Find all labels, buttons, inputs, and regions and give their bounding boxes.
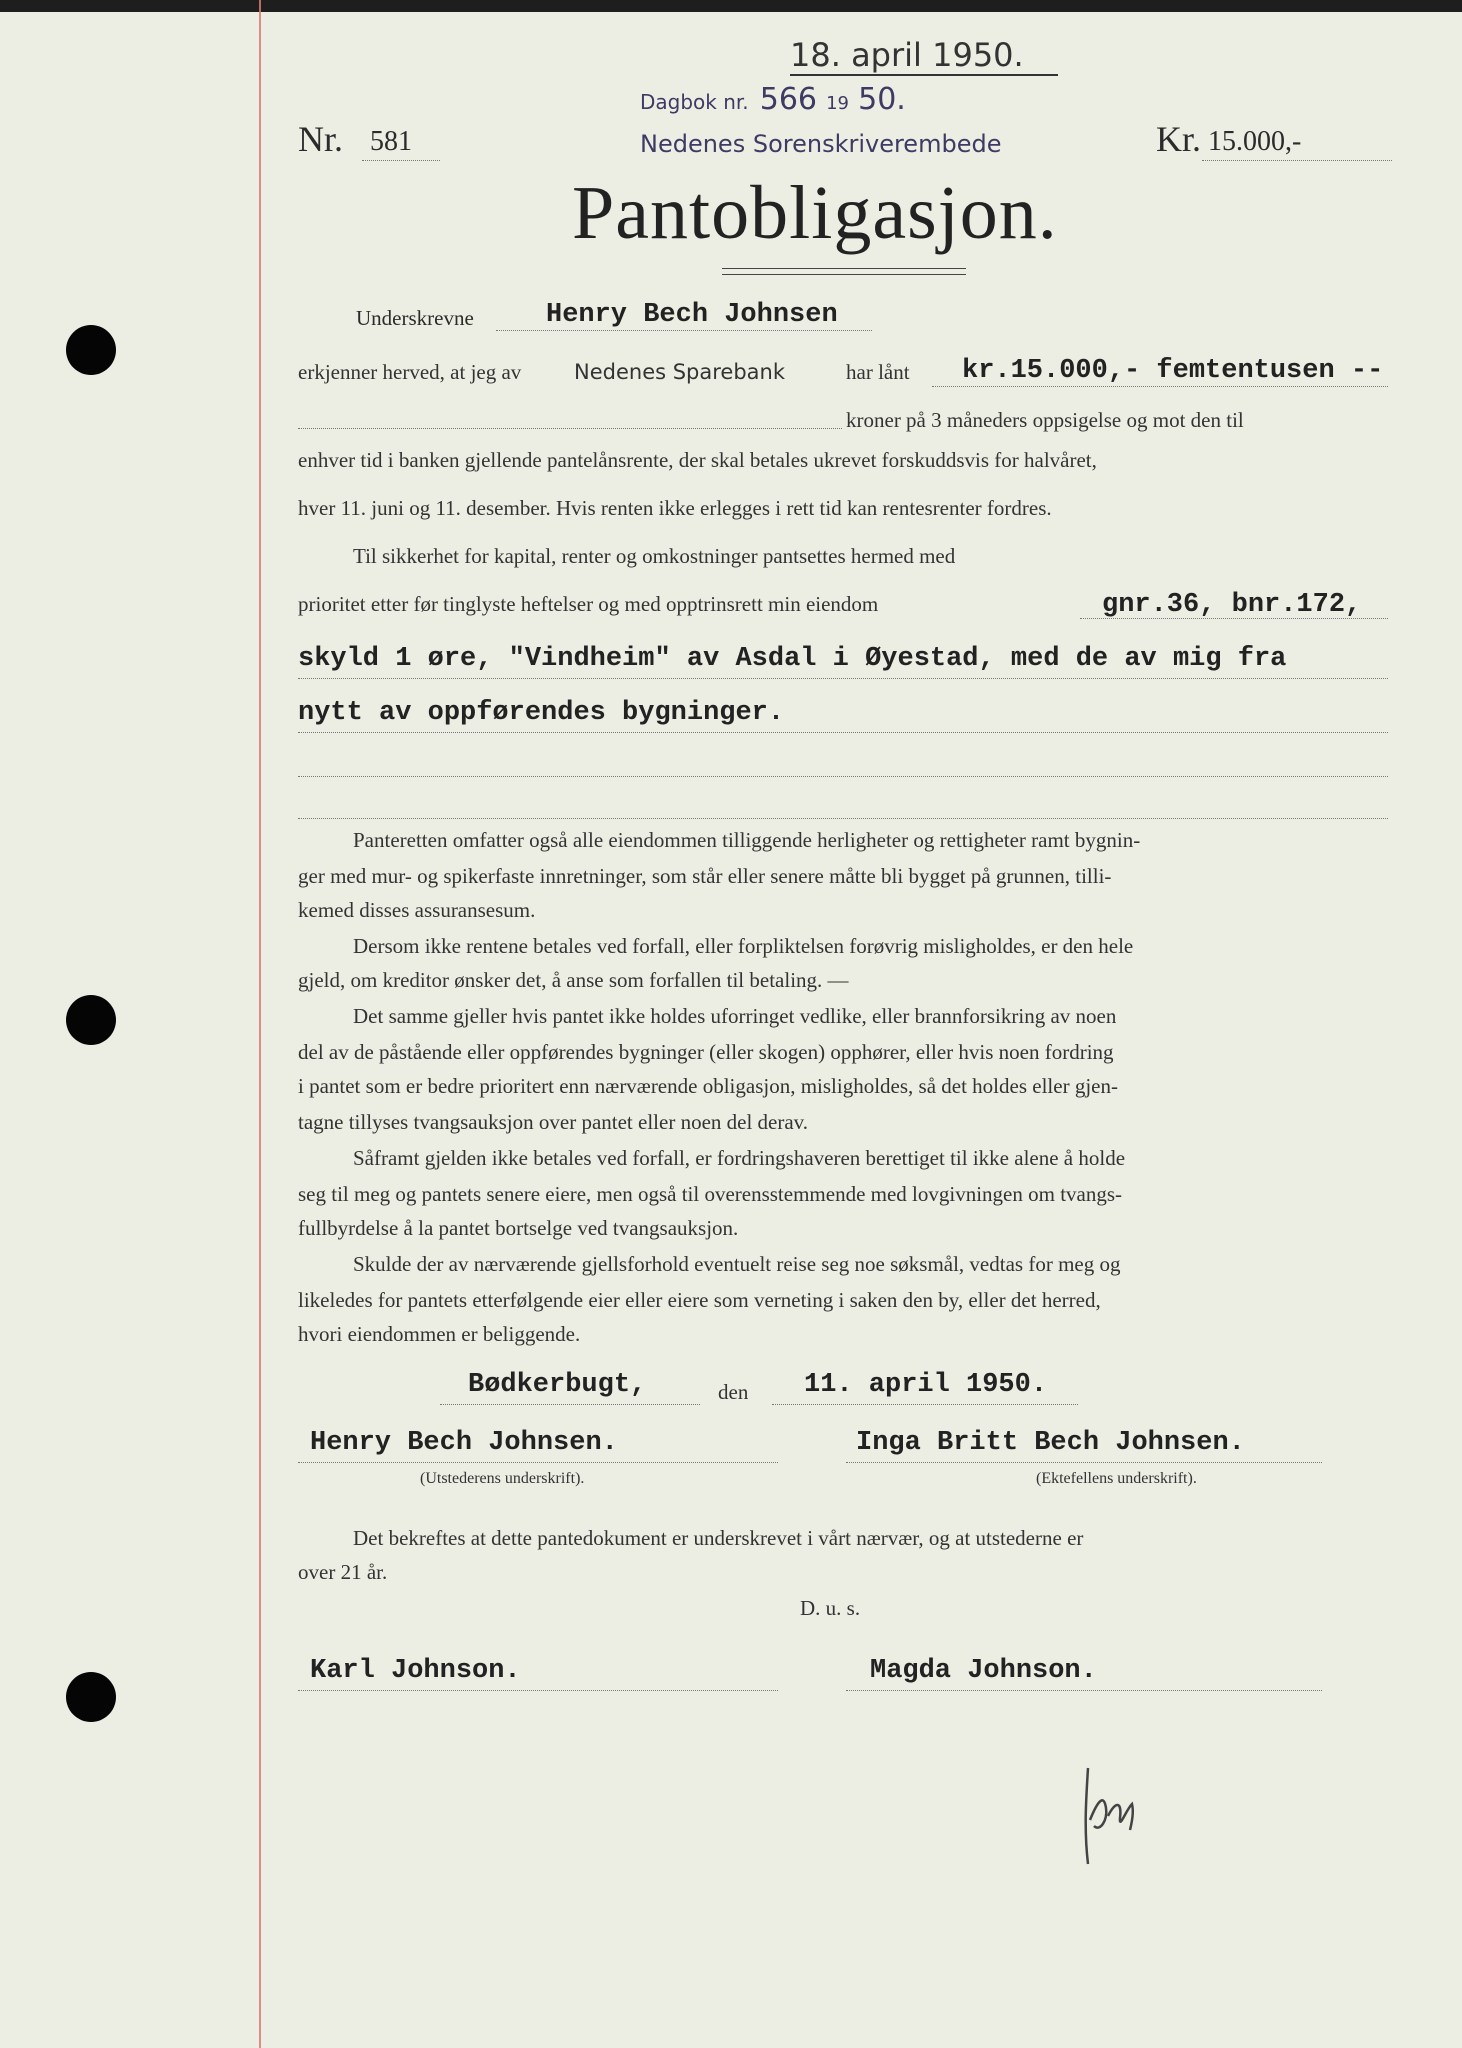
witness-l2: over 21 år. [298, 1560, 388, 1584]
sig1-dotline [298, 1462, 778, 1463]
sig2-caption: (Ektefellens underskrift). [1036, 1470, 1197, 1487]
nr-dotline [362, 160, 440, 161]
p1-l2: ger med mur- og spikerfaste innretninger, som står eller senere måtte bli bygget på grunnen, tilli- [298, 864, 1112, 888]
punch-hole-top [66, 325, 116, 375]
amount-dotline [1202, 160, 1392, 161]
title-rule-2 [722, 274, 966, 275]
p4-l2: seg til meg og pantets senere eiere, men også til overensstemmende med lovgivningen om tvangs- [298, 1182, 1123, 1206]
nr-value: 581 [370, 126, 412, 157]
nr-label: Nr. [298, 119, 343, 159]
l7-pre: prioritet etter før tinglyste heftelser og med opptrinsrett min eiendom [298, 592, 879, 616]
p3-l3: i pantet som er bedre prioritert enn nærværende obligasjon, misligholdes, så det holdes eller gjen- [298, 1074, 1118, 1098]
margin-line [259, 0, 261, 2048]
signature-spouse: Inga Britt Bech Johnsen. [856, 1428, 1245, 1458]
place-dotline [440, 1404, 700, 1405]
l1-pre: Underskrevne [356, 306, 474, 330]
l2-pre: erkjenner herved, at jeg av [298, 360, 522, 384]
witness1-dotline [298, 1690, 778, 1691]
top-date: 18. april 1950. [790, 36, 1024, 74]
l5-text: hver 11. juni og 11. desember. Hvis renten ikke erlegges i rett tid kan rentesrenter fordres. [298, 496, 1052, 520]
p2-l2: gjeld, om kreditor ønsker det, å anse som forfallen til betaling. — [298, 968, 849, 992]
l3-dotline [298, 428, 842, 429]
p5-l2: likeledes for pantets etterfølgende eier eller eiere som verneting i saken den by, eller det herred, [298, 1288, 1101, 1312]
punch-hole-middle [66, 995, 116, 1045]
witness2-dotline [846, 1690, 1322, 1691]
p2-l1: Dersom ikke rentene betales ved forfall, eller forpliktelsen forøvrig misligholdes, er den hele [353, 934, 1134, 958]
amount-value: 15.000,- [1208, 126, 1302, 157]
punch-hole-bottom [66, 1672, 116, 1722]
p1-l1: Panteretten omfatter også alle eiendommen tilliggende herligheter og rettigheter ramt bygnin- [353, 828, 1141, 852]
witness-l1: Det bekreftes at dette pantedokument er underskrevet i vårt nærvær, og at utstederne er [353, 1526, 1084, 1550]
dagbok-label: Dagbok nr. [640, 90, 749, 114]
l2-mid: har lånt [846, 360, 910, 384]
l6-text: Til sikkerhet for kapital, renter og omkostninger pantsettes hermed med [353, 544, 956, 568]
l3-text: kroner på 3 måneders oppsigelse og mot den til [846, 408, 1244, 432]
sig1-caption: (Utstederens underskrift). [420, 1470, 585, 1487]
document-title: Pantobligasjon. [572, 171, 1058, 255]
witness-signature-1: Karl Johnson. [310, 1656, 521, 1686]
p4-l1: Såframt gjelden ikke betales ved forfall, er fordringshaveren berettiget til ikke alene å holde [353, 1146, 1126, 1170]
l8-typed: skyld 1 øre, "Vindheim" av Asdal i Øyestad, med de av mig fra [298, 644, 1287, 674]
l2-bank: Nedenes Sparebank [574, 360, 786, 384]
l2-dotline [932, 386, 1388, 387]
sig2-dotline [846, 1462, 1322, 1463]
l1-pre-initial [356, 296, 474, 334]
l1-dotline [496, 330, 872, 331]
l7-typed: gnr.36, bnr.172, [1102, 590, 1362, 620]
dagbok-number: 566 [759, 82, 818, 117]
l1-name: Henry Bech Johnsen [546, 300, 838, 330]
witness-dus: D. u. s. [800, 1596, 861, 1620]
sign-den: den [718, 1380, 749, 1404]
sign-place: Bødkerbugt, [468, 1370, 647, 1400]
date-dotline [772, 1404, 1078, 1405]
p1-l3: kemed disses assuransesum. [298, 898, 536, 922]
l10-dotline [298, 776, 1388, 777]
sign-date: 11. april 1950. [804, 1370, 1048, 1400]
dagbok-stamp [640, 82, 906, 117]
amount-label: Kr. [1156, 119, 1201, 159]
l4-text: enhver tid i banken gjellende pantelånsrente, der skal betales ukrevet forskuddsvis for halvåret, [298, 448, 1097, 472]
title-rule-1 [722, 268, 966, 269]
p3-l2: del av de påstående eller oppførendes bygninger (eller skogen) opphører, eller hvis noen fordring [298, 1040, 1114, 1064]
top-edge [0, 0, 1462, 12]
handwritten-initials [1070, 1760, 1140, 1870]
p4-l3: fullbyrdelse å la pantet bortselge ved tvangsauksjon. [298, 1216, 739, 1240]
l9-dotline [298, 732, 1388, 733]
witness-signature-2: Magda Johnson. [870, 1656, 1097, 1686]
office-stamp: Nedenes Sorenskriverembede [640, 130, 1002, 158]
signature-issuer: Henry Bech Johnsen. [310, 1428, 618, 1458]
dagbok-year-suffix: 50. [858, 82, 906, 117]
l11-dotline [298, 818, 1388, 819]
l2-amount: kr.15.000,- femtentusen -- [962, 356, 1384, 386]
dagbok-year-prefix: 19 [826, 93, 850, 114]
p5-l3: hvori eiendommen er beliggende. [298, 1322, 581, 1346]
p3-l4: tagne tillyses tvangsauksjon over pantet eller noen del derav. [298, 1110, 809, 1134]
p3-l1: Det samme gjeller hvis pantet ikke holdes uforringet vedlike, eller brannforsikring av noen [353, 1004, 1117, 1028]
l9-typed: nytt av oppførendes bygninger. [298, 698, 785, 728]
l8-dotline [298, 678, 1388, 679]
top-date-underline [790, 74, 1058, 76]
p5-l1: Skulde der av nærværende gjellsforhold eventuelt reise seg noe søksmål, vedtas for meg og [353, 1252, 1121, 1276]
